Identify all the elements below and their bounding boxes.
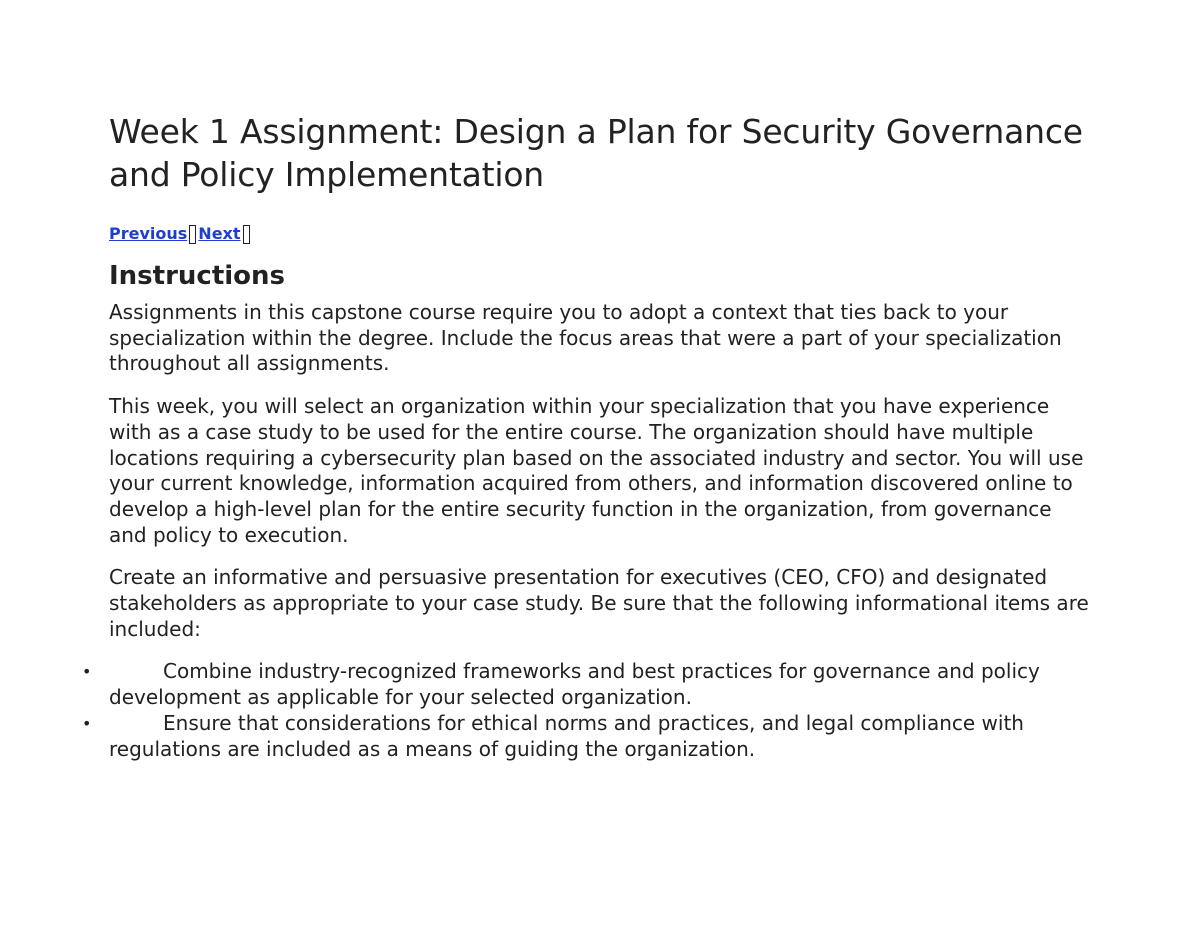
list-item-text: Ensure that considerations for ethical norms and practices, and legal compliance with regulations are included as a means of guiding the organization. xyxy=(109,710,1024,761)
missing-glyph-icon xyxy=(243,225,250,244)
list-item xyxy=(82,659,1089,710)
requirements-list xyxy=(82,659,1089,762)
next-link[interactable]: Next xyxy=(198,224,241,243)
document-page xyxy=(82,110,1089,762)
bullet-icon: • xyxy=(82,662,92,682)
missing-glyph-icon xyxy=(189,225,196,244)
list-item-text: Combine industry-recognized frameworks and best practices for governance and policy development as applicable for your selected organization. xyxy=(109,659,1040,710)
paragraph: Assignments in this capstone course require you to adopt a context that ties back to your specialization within the degree. Include the focus areas that were a part of your specialization throughout all assignments. xyxy=(109,300,1062,376)
bullet-icon: • xyxy=(82,713,92,733)
pagination-nav xyxy=(109,222,1089,246)
page-title: Week 1 Assignment: Design a Plan for Security Governance and Policy Implementation xyxy=(109,112,1083,194)
paragraph: This week, you will select an organization within your specialization that you have experience with as a case study to be used for the entire course. The organization should have multiple locations requiring a cybersecurity plan based on the associated industry and sector. You will use your current knowledge, information acquired from others, and information discovered online to develop a high-level plan for the entire security function in the organization, from governance and policy to execution. xyxy=(109,394,1084,547)
list-item xyxy=(82,710,1089,762)
previous-link[interactable]: Previous xyxy=(109,224,188,243)
paragraph: Create an informative and persuasive presentation for executives (CEO, CFO) and designated stakeholders as appropriate to your case study. Be sure that the following informational items are included: xyxy=(109,565,1089,641)
instructions-heading: Instructions xyxy=(109,261,286,291)
